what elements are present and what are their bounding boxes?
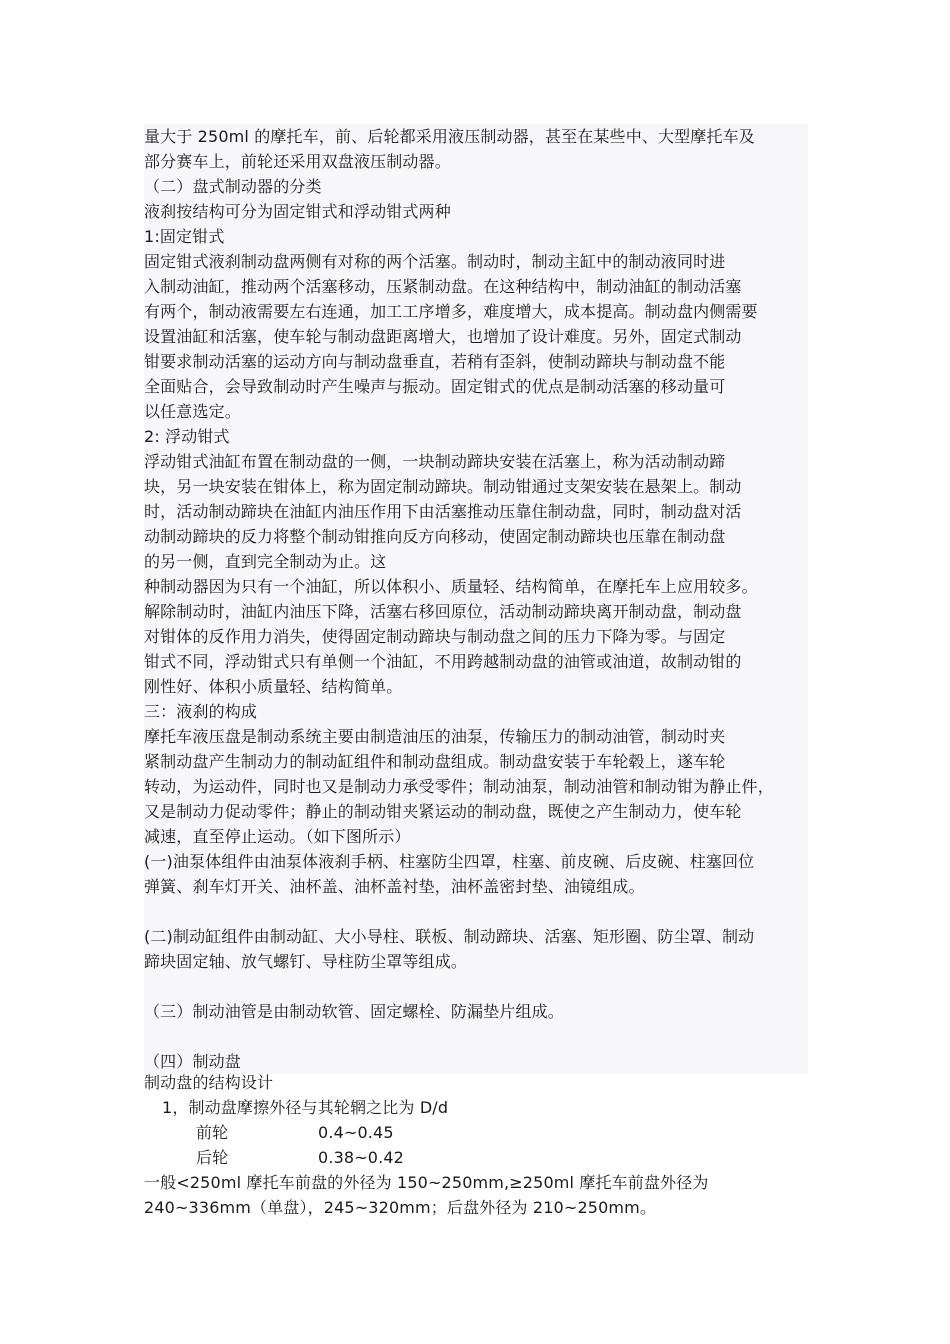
text-line: 摩托车液压盘是制动系统主要由制造油压的油泵，传输压力的制动油管，制动时夹 — [144, 727, 726, 746]
text-line: (一)油泵体组件由油泵体液刹手柄、柱塞防尘四罩，柱塞、前皮碗、后皮碗、柱塞回位 — [144, 852, 755, 871]
ratio-row-front — [144, 1120, 808, 1145]
wheel-label: 后轮 — [196, 1148, 229, 1167]
text-line: 蹄块固定轴、放气螺钉、导柱防尘罩等组成。 — [144, 952, 468, 971]
text-line: 以任意选定。 — [144, 402, 241, 421]
blank-line — [144, 1024, 808, 1049]
text-line: （三）制动油管是由制动软管、固定螺栓、防漏垫片组成。 — [144, 1002, 564, 1021]
wheel-label: 前轮 — [196, 1123, 229, 1142]
subsection-heading: 1:固定钳式 — [144, 227, 225, 246]
text-line: (二)制动缸组件由制动缸、大小导柱、联板、制动蹄块、活塞、矩形圈、防尘罩、制动 — [144, 927, 755, 946]
blank-line — [144, 899, 808, 924]
disc-design-section — [144, 1070, 808, 1220]
text-line: 时，活动制动蹄块在油缸内油压作用下由活塞推动压靠住制动盘，同时，制动盘对活 — [144, 502, 742, 521]
ratio-value: 0.4~0.45 — [318, 1123, 394, 1142]
text-line: 种制动器因为只有一个油缸，所以体积小、质量轻、结构简单，在摩托车上应用较多。 — [144, 577, 758, 596]
text-line: 又是制动力促动零件；静止的制动钳夹紧运动的制动盘，既使之产生制动力，使车轮 — [144, 802, 742, 821]
text-line: 浮动钳式油缸布置在制动盘的一侧，一块制动蹄块安装在活塞上，称为活动制动蹄 — [144, 452, 726, 471]
text-line: 的另一侧，直到完全制动为止。这 — [144, 552, 387, 571]
text-line: 转动，为运动件，同时也又是制动力承受零件；制动油泵，制动油管和制动钳为静止件， — [144, 777, 774, 796]
text-line: 对钳体的反作用力消失，使得固定制动蹄块与制动盘之间的压力下降为零。与固定 — [144, 627, 726, 646]
text-line: 设置油缸和活塞，使车轮与制动盘距离增大，也增加了设计难度。另外，固定式制动 — [144, 327, 742, 346]
text-line: 钳式不同，浮动钳式只有单侧一个油缸，不用跨越制动盘的油管或油道，故制动钳的 — [144, 652, 742, 671]
text-line: 入制动油缸，推动两个活塞移动，压紧制动盘。在这种结构中，制动油缸的制动活塞 — [144, 277, 742, 296]
text-line: 固定钳式液刹制动盘两侧有对称的两个活塞。制动时，制动主缸中的制动液同时进 — [144, 252, 726, 271]
text-line: 部分赛车上，前轮还采用双盘液压制动器。 — [144, 152, 451, 171]
ratio-row-rear — [144, 1145, 808, 1170]
text-line: 块，另一块安装在钳体上，称为固定制动蹄块。制动钳通过支架安装在悬架上。制动 — [144, 477, 742, 496]
subsection-heading: 2: 浮动钳式 — [144, 427, 230, 446]
text-line: 240~336mm（单盘），245~320mm；后盘外径为 210~250mm。 — [144, 1198, 657, 1217]
text-line: 紧制动盘产生制动力的制动缸组件和制动盘组成。制动盘安装于车轮毂上，遂车轮 — [144, 752, 726, 771]
text-line: 有两个，制动液需要左右连通，加工工序增多，难度增大，成本提高。制动盘内侧需要 — [144, 302, 758, 321]
text-line: 一般<250ml 摩托车前盘的外径为 150~250mm,≥250ml 摩托车前盘外径为 — [144, 1173, 709, 1192]
section-heading: （四）制动盘 — [144, 1052, 241, 1071]
text-line: 减速，直至停止运动。（如下图所示） — [144, 827, 411, 846]
subsection-heading: 制动盘的结构设计 — [144, 1073, 274, 1092]
text-line: 动制动蹄块的反力将整个制动钳推向反方向移动，使固定制动蹄块也压靠在制动盘 — [144, 527, 726, 546]
blank-line — [144, 974, 808, 999]
text-line: 弹簧、刹车灯开关、油杯盖、油杯盖衬垫，油杯盖密封垫、油镜组成。 — [144, 877, 645, 896]
ratio-heading: 1，制动盘摩擦外径与其轮辋之比为 D/d — [162, 1098, 449, 1117]
text-line: 钳要求制动活塞的运动方向与制动盘垂直，若稍有歪斜，使制动蹄块与制动盘不能 — [144, 352, 726, 371]
section-heading: （二）盘式制动器的分类 — [144, 177, 322, 196]
text-line: 液刹按结构可分为固定钳式和浮动钳式两种 — [144, 202, 451, 221]
document-body — [144, 124, 808, 1074]
text-line: 全面贴合，会导致制动时产生噪声与振动。固定钳式的优点是制动活塞的移动量可 — [144, 377, 726, 396]
text-line: 刚性好、体积小质量轻、结构简单。 — [144, 677, 403, 696]
ratio-value: 0.38~0.42 — [318, 1148, 405, 1167]
text-line: 解除制动时，油缸内油压下降，活塞右移回原位，活动制动蹄块离开制动盘，制动盘 — [144, 602, 742, 621]
section-heading: 三：液刹的构成 — [144, 702, 258, 721]
text-line: 量大于 250ml 的摩托车，前、后轮都采用液压制动器，甚至在某些中、大型摩托车及 — [144, 127, 755, 146]
